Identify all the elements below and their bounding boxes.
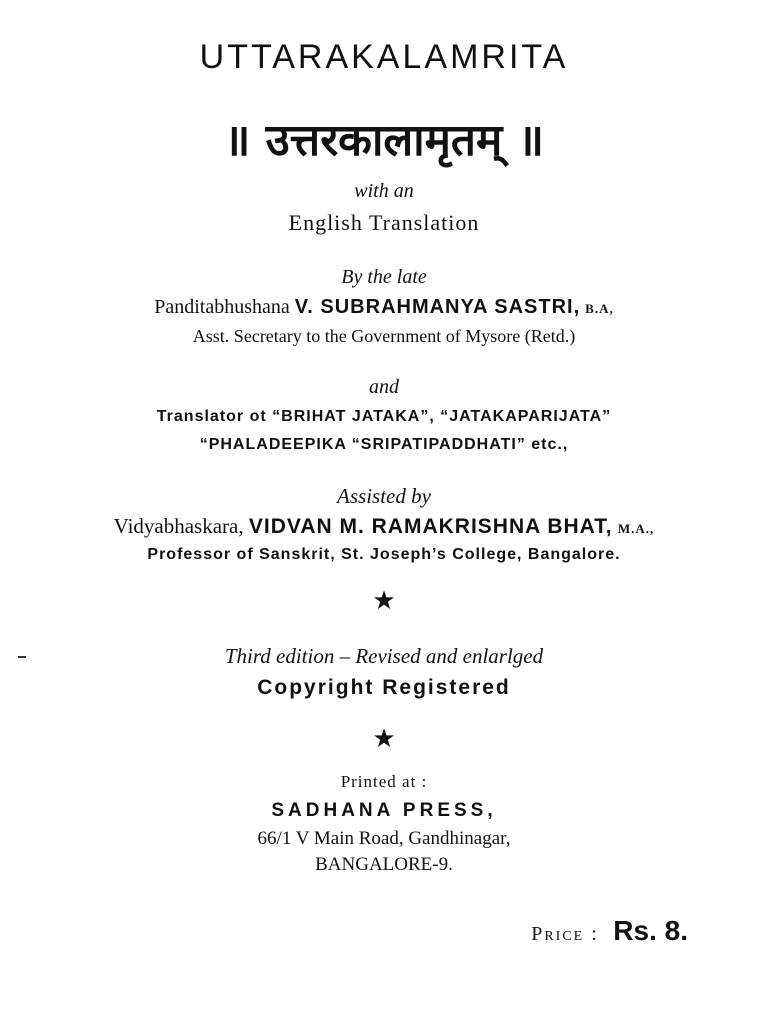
press-name: SADHANA PRESS, [271,800,497,821]
price [531,915,688,947]
star-icon: ★ [372,586,396,615]
book-title: UTTARAKALAMRITA [199,38,569,76]
translator-line-2: “PHALADEEPIKA “SRIPATIPADDHATI” etc., [199,436,569,453]
price-label: Price : [531,923,599,945]
assistant-name: VIDVAN M. RAMAKRISHNA BHAT, [248,515,613,538]
author-position: Asst. Secretary to the Government of Mysore (Retd.) [192,326,576,346]
assistant-degree: M.A., [617,521,655,536]
star-icon: ★ [372,724,396,753]
author-prefix: Panditabhushana [154,296,290,318]
and-text: and [369,376,399,398]
with-an-text: with an [354,180,414,202]
author-degree: B.A, [585,301,614,316]
translator-line-1: Translator ot “BRIHAT JATAKA”, “JATAKAPARIJATA” [156,408,612,425]
author-name: V. SUBRAHMANYA SASTRI, [294,296,581,318]
copyright-text: Copyright Registered [257,676,511,699]
assisted-by-text: Assisted by [337,484,431,508]
by-the-late-text: By the late [341,266,427,288]
printed-at-text: Printed at : [340,772,428,791]
price-value: Rs. 8. [613,915,688,946]
edition-text: Third edition – Revised and enlarlged [224,644,544,668]
assistant-prefix: Vidyabhaskara, [113,514,244,538]
assistant-position: Professor of Sanskrit, St. Joseph’s College, Bangalore. [147,546,621,563]
book-title-devanagari: ॥ उत्तरकालामृतम् ॥ [224,115,544,166]
assistant-line [0,514,768,539]
press-address-line-1: 66/1 V Main Road, Gandhinagar, [257,828,511,849]
english-translation-text: English Translation [288,210,480,235]
press-address-line-2: BANGALORE-9. [315,854,453,875]
author-line [0,296,768,319]
